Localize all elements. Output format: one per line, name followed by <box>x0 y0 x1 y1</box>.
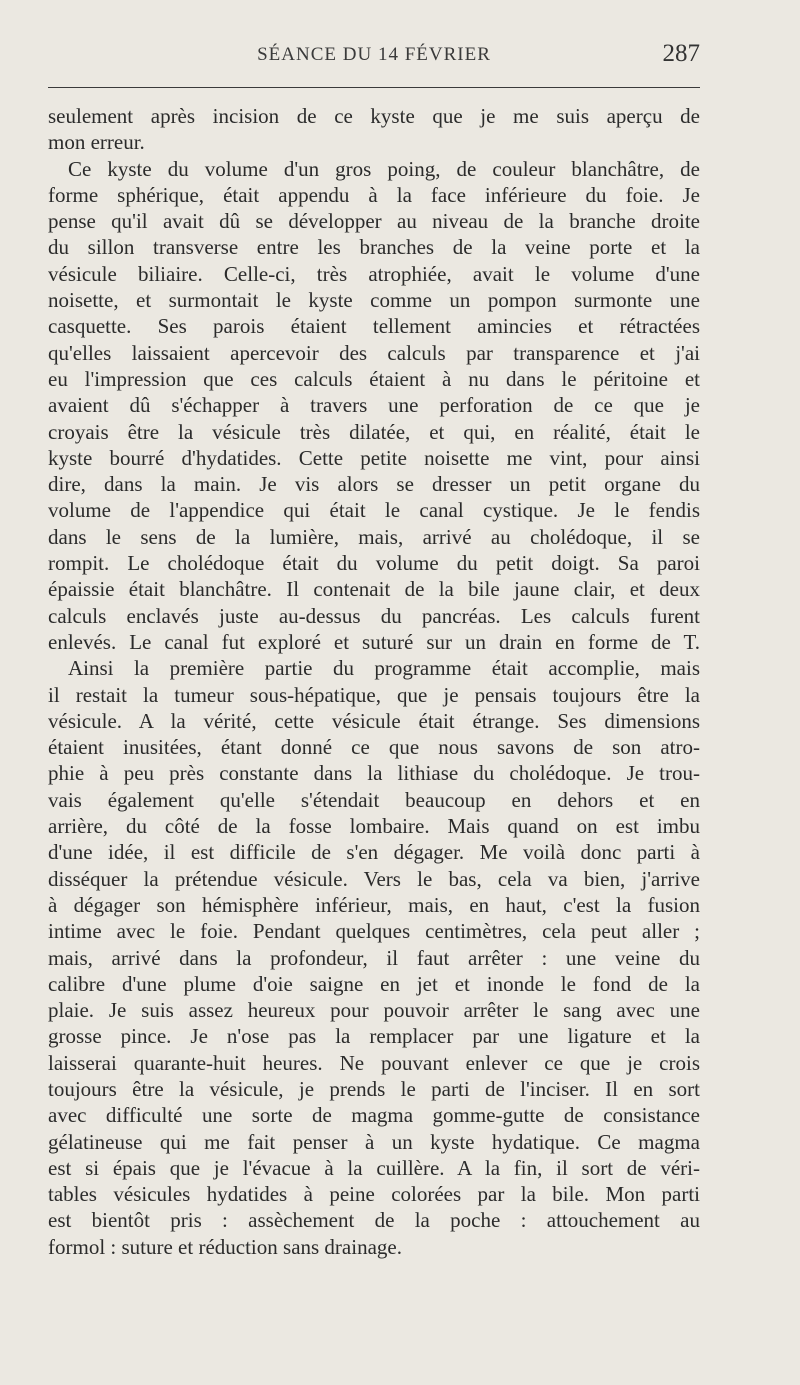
text-line: qu'elles laissaient apercevoir des calculs par transparence et j'ai <box>48 340 700 365</box>
text-line: gélatineuse qui me fait penser à un kyste hydatique. Ce magma <box>48 1129 700 1154</box>
text-line: avec difficulté une sorte de magma gomme-gutte de consistance <box>48 1103 700 1128</box>
page-number: 287 <box>662 40 700 67</box>
text-line: étaient inusitées, étant donné ce que nous savons de son atro- <box>48 735 700 760</box>
body-text <box>48 103 700 1260</box>
text-line: mon erreur. <box>48 130 145 155</box>
text-line: calibre d'une plume d'oie saigne en jet et inonde le fond de la <box>48 971 700 996</box>
text-line: grosse pince. Je n'ose pas la remplacer par une ligature et la <box>48 1024 700 1049</box>
text-line: pense qu'il avait dû se développer au niveau de la branche droite <box>48 209 700 234</box>
text-line: Ce kyste du volume d'un gros poing, de couleur blanchâtre, de <box>68 156 700 181</box>
text-line: laisserai quarante-huit heures. Ne pouvant enlever ce que je crois <box>48 1050 700 1075</box>
text-line: avaient dû s'échapper à travers une perforation de ce que je <box>48 393 700 418</box>
text-line: d'une idée, il est difficile de s'en dégager. Me voilà donc parti à <box>48 840 700 865</box>
text-line: plaie. Je suis assez heureux pour pouvoir arrêter le sang avec une <box>48 998 700 1023</box>
text-line: vésicule biliaire. Celle-ci, très atrophiée, avait le volume d'une <box>48 261 700 286</box>
text-line: kyste bourré d'hydatides. Cette petite noisette me vint, pour ainsi <box>48 445 700 470</box>
text-line: dire, dans la main. Je vis alors se dresser un petit organe du <box>48 472 700 497</box>
text-line: vésicule. A la vérité, cette vésicule était étrange. Ses dimensions <box>48 708 700 733</box>
text-line: est bientôt pris : assèchement de la poche : attouchement au <box>48 1208 700 1233</box>
text-line: vais également qu'elle s'étendait beaucoup en dehors et en <box>48 787 700 812</box>
text-line: est si épais que je l'évacue à la cuillère. A la fin, il sort de véri- <box>48 1155 700 1180</box>
text-line: forme sphérique, était appendu à la face inférieure du foie. Je <box>48 182 700 207</box>
header-rule <box>48 87 700 88</box>
text-line: formol : suture et réduction sans drainage. <box>48 1234 402 1259</box>
text-line: tables vésicules hydatides à peine colorées par la bile. Mon parti <box>48 1182 700 1207</box>
text-line: du sillon transverse entre les branches de la veine porte et la <box>48 235 700 260</box>
text-line: dans le sens de la lumière, mais, arrivé au cholédoque, il se <box>48 524 700 549</box>
text-line: calculs enclavés juste au-dessus du pancréas. Les calculs furent <box>48 603 700 628</box>
text-line: croyais être la vésicule très dilatée, et qui, en réalité, était le <box>48 419 700 444</box>
text-line: noisette, et surmontait le kyste comme un pompon surmonte une <box>48 288 700 313</box>
text-line: rompit. Le cholédoque était du volume du petit doigt. Sa paroi <box>48 551 700 576</box>
text-line: Ainsi la première partie du programme était accomplie, mais <box>68 656 700 681</box>
text-line: eu l'impression que ces calculs étaient à nu dans le péritoine et <box>48 366 700 391</box>
text-line: à dégager son hémisphère inférieur, mais, en haut, c'est la fusion <box>48 892 700 917</box>
text-line: arrière, du côté de la fosse lombaire. Mais quand on est imbu <box>48 814 700 839</box>
running-head <box>48 40 700 76</box>
text-line: disséquer la prétendue vésicule. Vers le bas, cela va bien, j'arrive <box>48 866 700 891</box>
text-line: intime avec le foie. Pendant quelques centimètres, cela peut aller ; <box>48 919 700 944</box>
text-line: casquette. Ses parois étaient tellement amincies et rétractées <box>48 314 700 339</box>
text-line: épaissie était blanchâtre. Il contenait de la bile jaune clair, et deux <box>48 577 700 602</box>
text-line: phie à peu près constante dans la lithiase du cholédoque. Je trou- <box>48 761 700 786</box>
text-line: seulement après incision de ce kyste que je me suis aperçu de <box>48 104 700 128</box>
text-line: volume de l'appendice qui était le canal cystique. Je le fendis <box>48 498 700 523</box>
text-line: toujours être la vésicule, je prends le parti de l'inciser. Il en sort <box>48 1076 700 1101</box>
header-title: SÉANCE DU 14 FÉVRIER <box>257 44 491 65</box>
text-line: enlevés. Le canal fut exploré et suturé sur un drain en forme de T. <box>48 629 700 654</box>
text-line: il restait la tumeur sous-hépatique, que je pensais toujours être la <box>48 682 700 707</box>
text-line: mais, arrivé dans la profondeur, il faut arrêter : une veine du <box>48 945 700 970</box>
